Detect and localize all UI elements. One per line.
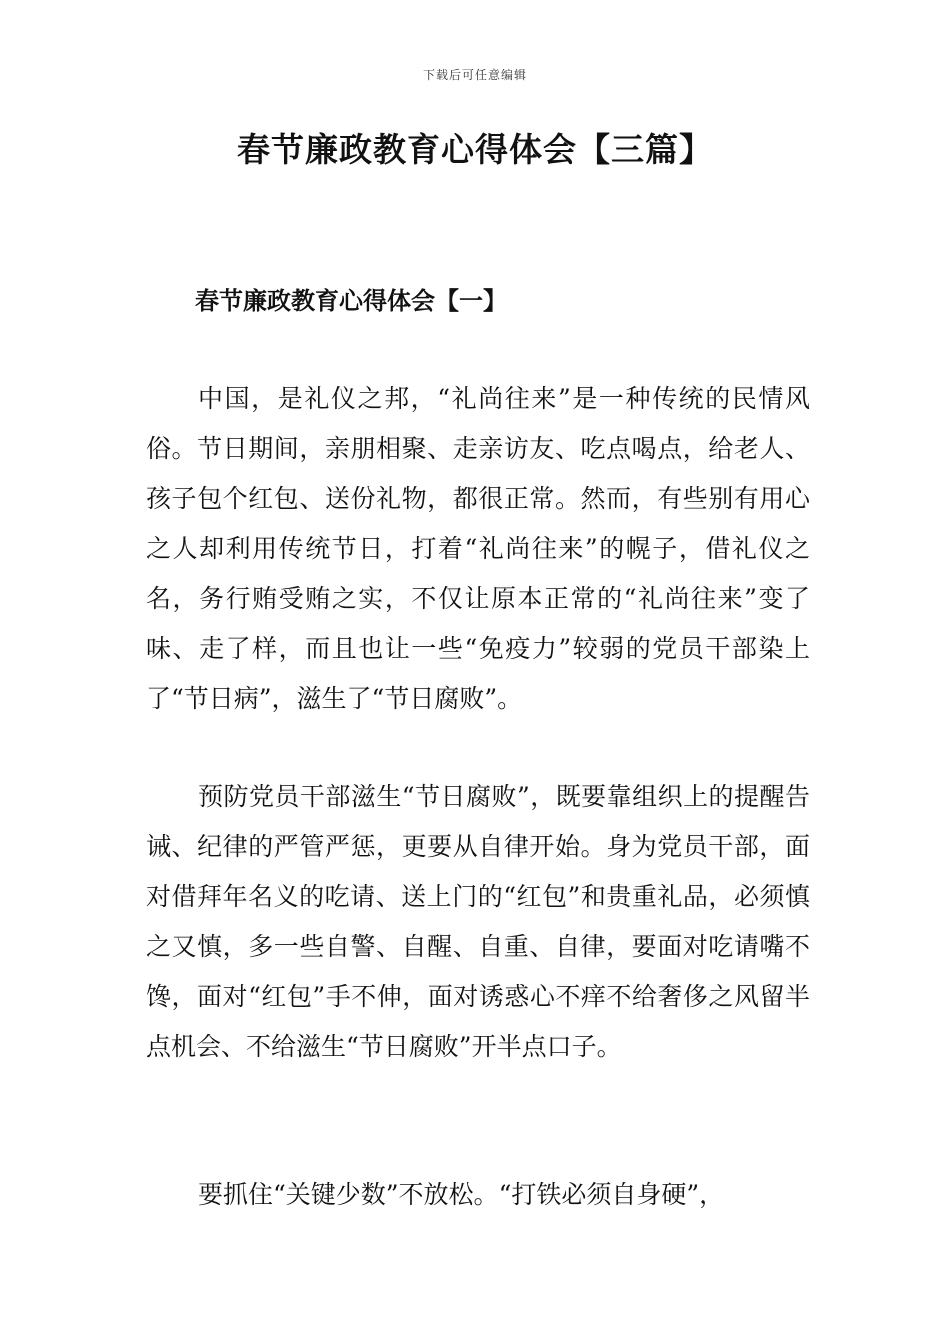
page-header-note: 下载后可任意编辑: [422, 68, 527, 82]
body-paragraph: 中国，是礼仪之邦，“礼尚往来”是一种传统的民情风俗。节日期间，亲朋相聚、走亲访友、吃点喝点，给老人、孩子包个红包、送份礼物，都很正常。然而，有些别有用心之人却利用传统节日，打着“礼尚往来”的幌子，借礼仪之名，务行贿受贿之实，不仅让原本正常的“礼尚往来”变了味、走了样，而且也让一些“免疫力”较弱的党员干部染上了“节日病”，滋生了“节日腐败”。: [146, 384, 810, 713]
section-heading: 春节廉政教育心得体会【一】: [195, 286, 507, 315]
document-title: 春节廉政教育心得体会【三篇】: [237, 130, 713, 169]
body-paragraph: 要抓住“关键少数”不放松。“打铁必须自身硬”，: [198, 1180, 725, 1209]
body-paragraph: 预防党员干部滋生“节日腐败”，既要靠组织上的提醒告诫、纪律的严管严惩，更要从自律开始。身为党员干部，面对借拜年名义的吃请、送上门的“红包”和贵重礼品，必须慎之又慎，多一些自警、自醒、自重、自律，要面对吃请嘴不馋，面对“红包”手不伸，面对诱惑心不痒不给奢侈之风留半点机会、不给滋生“节日腐败”开半点口子。: [146, 782, 810, 1061]
